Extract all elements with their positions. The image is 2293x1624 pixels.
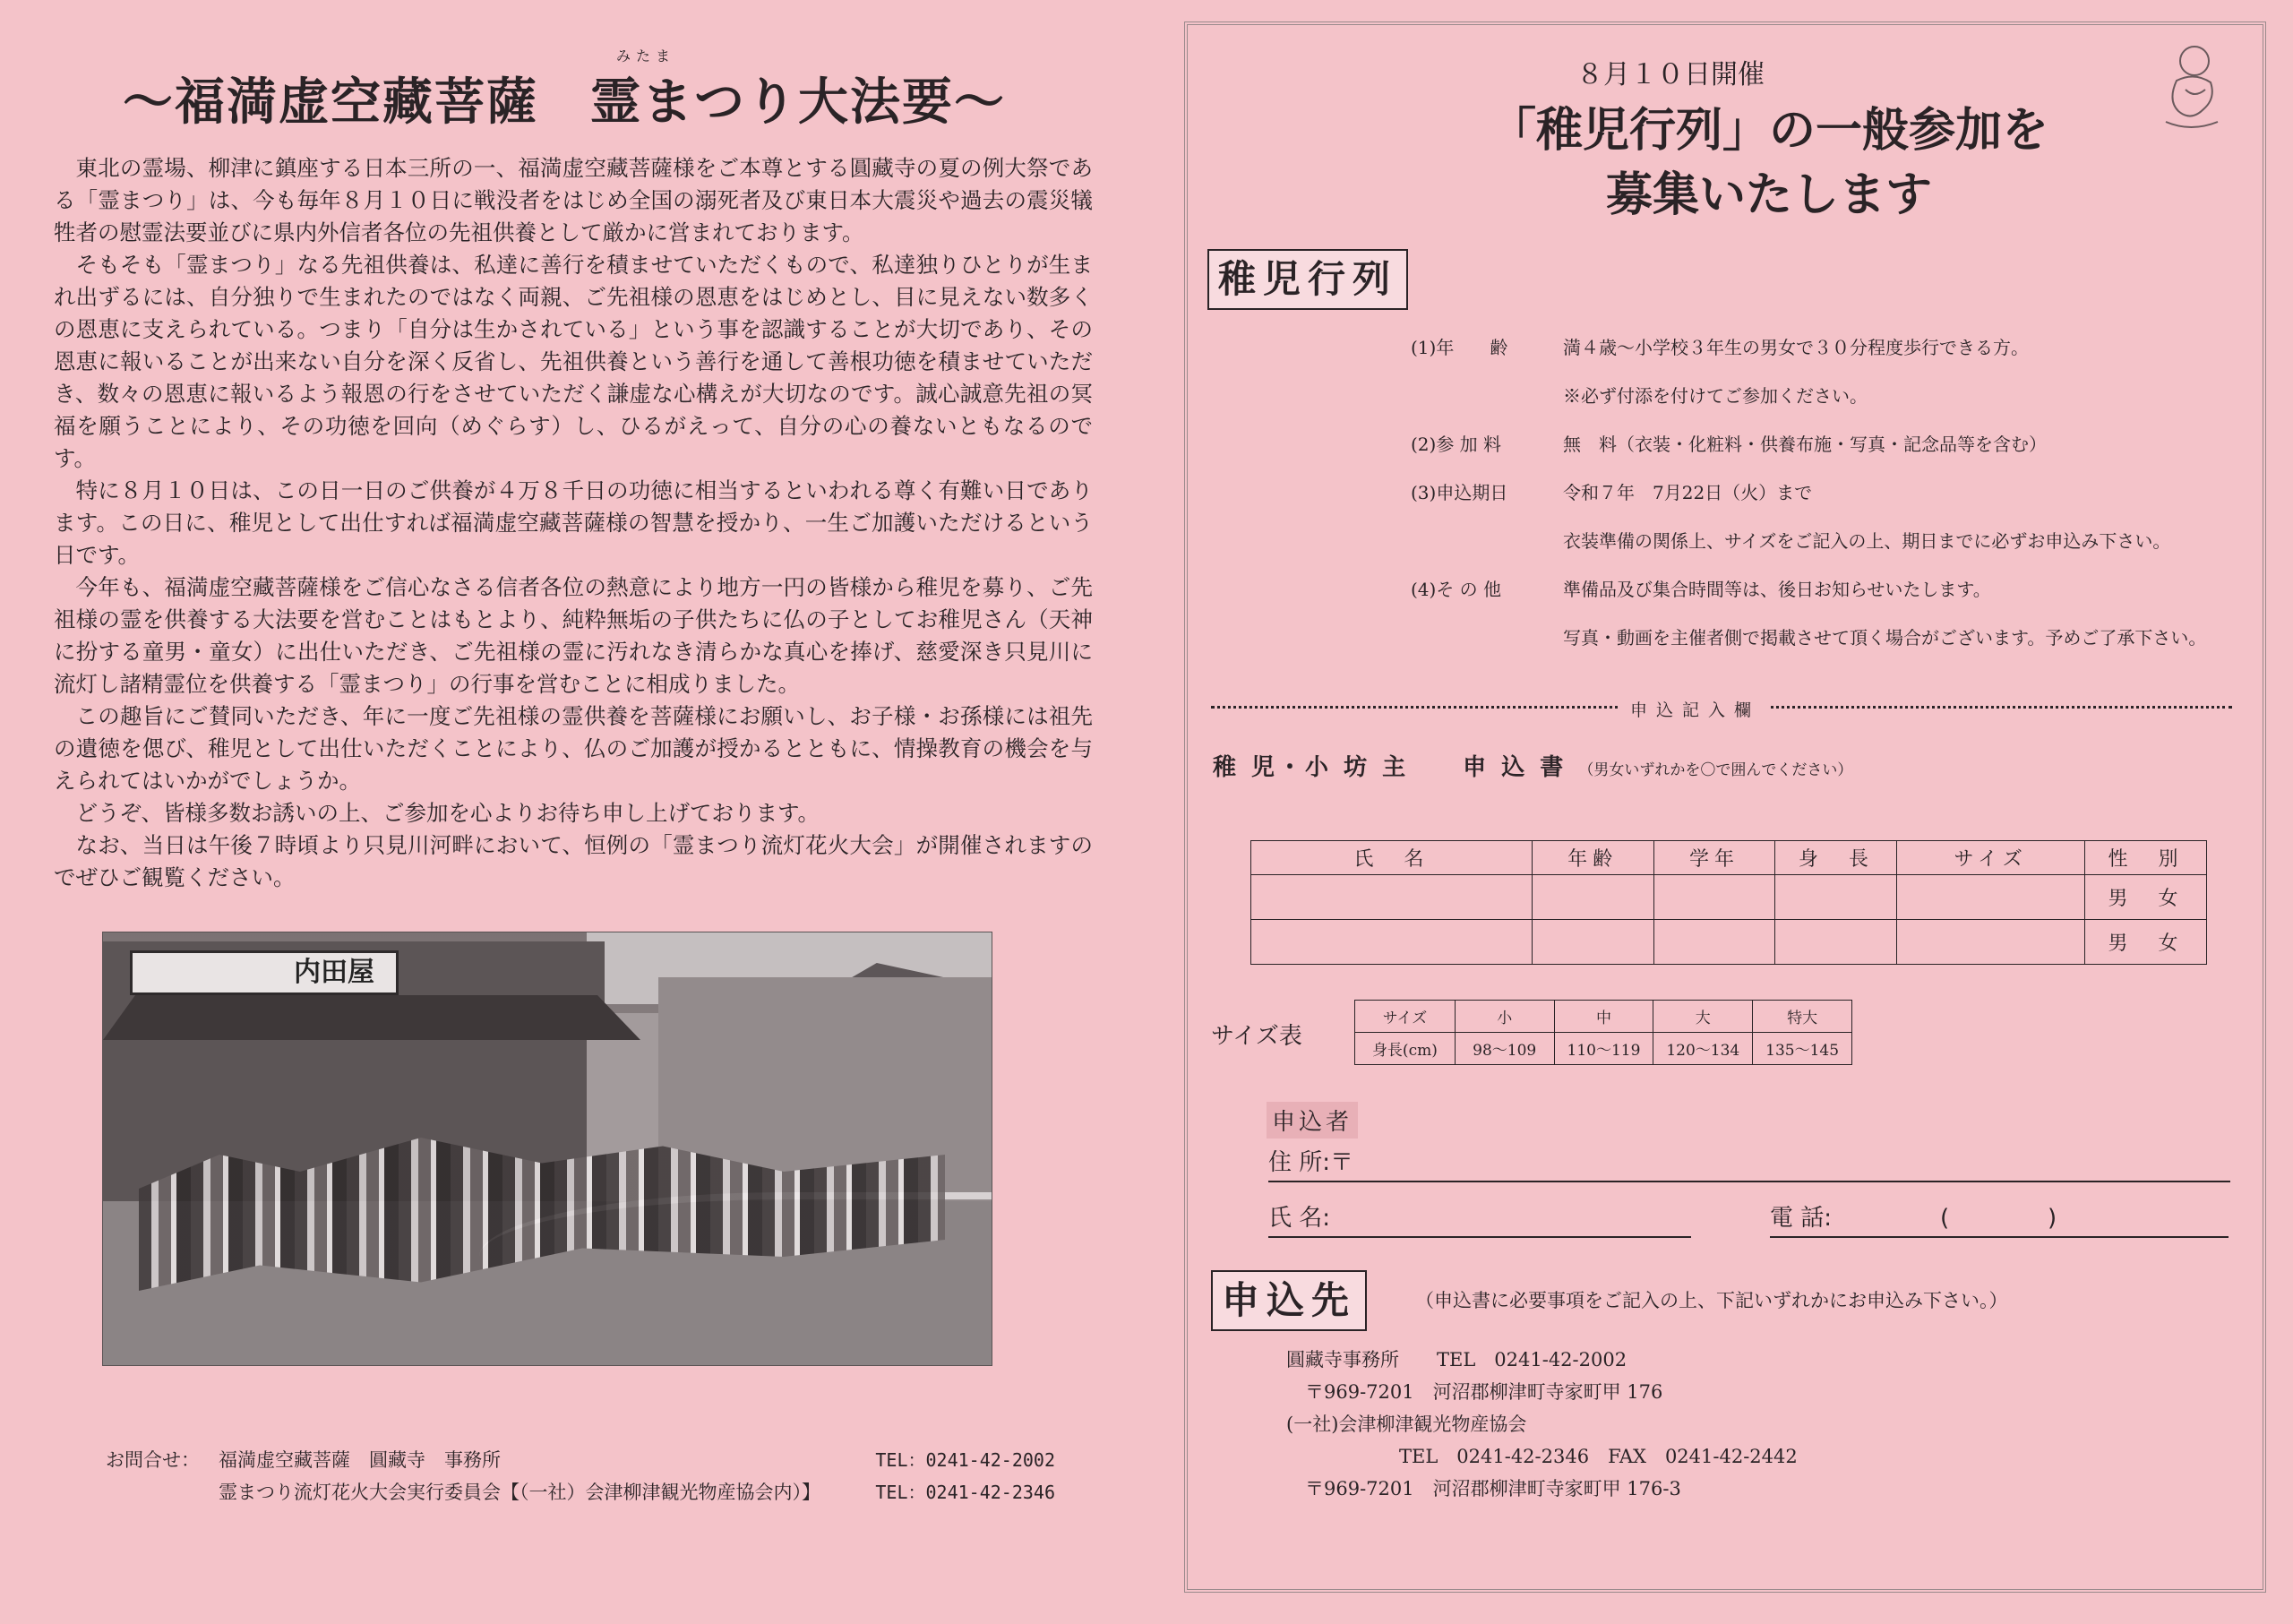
ornament-icon <box>2159 36 2223 134</box>
title-text: ～福満虚空藏菩薩 霊まつり大法要～ <box>123 73 1006 132</box>
list-item: (一社)会津柳津観光物産協会 <box>1286 1413 1527 1435</box>
list-item: (1)年 齢 満４歳～小学校３年生の男女で３０分程度歩行できる方。 <box>1411 337 2029 358</box>
list-item: 〒969-7201 河沼郡柳津町寺家町甲 176-3 <box>1286 1478 1681 1499</box>
contact-org-2: 霊まつり流灯花火大会実行委員会【（一社）会津柳津観光物産協会内）】 <box>219 1482 820 1503</box>
name-cell[interactable] <box>1251 920 1533 965</box>
applicant-label: 申込者 <box>1267 1102 1358 1139</box>
section-heading-destination: 申込先 <box>1211 1270 1367 1331</box>
name-field[interactable]: 氏 名: <box>1268 1200 1691 1238</box>
gender-cell[interactable]: 男 女 <box>2085 875 2207 920</box>
size-cell[interactable] <box>1897 875 2085 920</box>
header-age: 年齢 <box>1532 841 1653 875</box>
section-heading-procession: 稚児行列 <box>1207 249 1408 310</box>
intro-text <box>54 152 1093 894</box>
requirements-list <box>1411 333 2253 672</box>
form-title: 稚 児・小 坊 主 申 込 書 （男女いずれかを〇で囲んでください） <box>1213 754 1853 781</box>
left-page <box>54 47 1093 894</box>
shop-sign: 内田屋 <box>130 950 399 995</box>
phone-field[interactable]: 電 話: ( ) <box>1770 1200 2229 1238</box>
gender-cell[interactable]: 男 女 <box>2085 920 2207 965</box>
height-cell[interactable] <box>1775 875 1897 920</box>
height-cell[interactable] <box>1775 920 1897 965</box>
age-cell[interactable] <box>1532 875 1653 920</box>
paragraph: この趣旨にご賛同いただき、年に一度ご先祖様の霊供養を菩薩様にお願いし、お子様・お孫様には祖先の遺徳を偲び、稚児として出仕いただくことにより、仏のご加護が授かるとともに、情操教育の機会を与えられてはいかがでしょうか。 <box>54 703 1093 794</box>
headline-line-1: 「稚児行列」の一般参加を <box>1489 104 2048 158</box>
list-item: 〒969-7201 河沼郡柳津町寺家町甲 176 <box>1286 1381 1663 1403</box>
table-row <box>1251 875 2207 920</box>
list-item: 衣装準備の関係上、サイズをご記入の上、期日までに必ずお申込み下さい。 <box>1563 530 2171 552</box>
event-date: ８月１０日開催 <box>1576 59 1765 90</box>
contact-tel-1: TEL：0241-42-2002 <box>875 1449 1055 1471</box>
form-note: （男女いずれかを〇で囲んでください） <box>1578 761 1853 779</box>
contact-label: お問合せ： <box>106 1449 200 1471</box>
left-title <box>90 47 1039 134</box>
size-cell[interactable] <box>1897 920 2085 965</box>
name-cell[interactable] <box>1251 875 1533 920</box>
paragraph: なお、当日は午後７時頃より只見川河畔において、恒例の「霊まつり流灯花火大会」が開催されますのでぜひご観覧ください。 <box>54 832 1093 890</box>
list-item: (2)参 加 料 無 料（衣装・化粧料・供養布施・写真・記念品等を含む） <box>1411 434 2047 455</box>
registration-table <box>1250 840 2207 965</box>
list-item: (3)申込期日 令和７年 7月22日（火）まで <box>1411 482 1813 503</box>
table-row: 身長(cm) 98～109 110～119 120～134 135～145 <box>1355 1033 1852 1065</box>
festival-photo <box>102 932 992 1366</box>
list-item: 圓藏寺事務所 TEL 0241-42-2002 <box>1286 1349 1627 1371</box>
age-cell[interactable] <box>1532 920 1653 965</box>
destination-list <box>1286 1344 2092 1505</box>
header-size: サイズ <box>1897 841 2085 875</box>
entry-section-label: 申込記入欄 <box>1619 697 1771 721</box>
destination-note: （申込書に必要事項をご記入の上、下記いずれかにお申込み下さい。） <box>1415 1290 2008 1311</box>
grade-cell[interactable] <box>1653 920 1775 965</box>
table-header-row <box>1251 841 2207 875</box>
grade-cell[interactable] <box>1653 875 1775 920</box>
headline-line-2: 募集いたします <box>1605 168 1932 222</box>
contact-tel-2: TEL：0241-42-2346 <box>875 1482 1055 1503</box>
header-height: 身 長 <box>1775 841 1897 875</box>
list-item: 写真・動画を主催者側で掲載させて頂く場合がございます。予めご了承下さい。 <box>1563 627 2207 649</box>
header-name: 氏 名 <box>1251 841 1533 875</box>
paragraph: そもそも「霊まつり」なる先祖供養は、私達に善行を積ませていただくもので、私達独りひとりが生まれ出ずるには、自分独りで生まれたのではなく両親、ご先祖様の恩恵をはじめとし、目に見えない数多くの恩恵に支えられている。つまり「自分は生かされている」という事を認識することが大切であり、その恩恵に報いることが出来ない自分を深く反省し、先祖供養という善行を通して善根功徳を積ませていただき、数々の恩恵に報いるよう報恩の行をさせていただく謙虚な心構えが大切なのです。誠心誠意先祖の冥福を願うことにより、その功徳を回向（めぐらす）し、ひるがえって、自分の心の養ないともなるのです。 <box>54 252 1093 471</box>
list-item: TEL 0241-42-2346 FAX 0241-42-2442 <box>1286 1446 1798 1467</box>
title-ruby: みたま <box>616 47 676 64</box>
header-grade: 学年 <box>1653 841 1775 875</box>
contact-info <box>106 1444 1055 1508</box>
table-row <box>1251 920 2207 965</box>
address-field[interactable]: 住 所:〒 <box>1268 1145 2230 1182</box>
size-table <box>1354 1000 1852 1065</box>
paragraph: どうぞ、皆様多数お誘いの上、ご参加を心よりお待ち申し上げております。 <box>75 800 820 826</box>
list-item: ※必ず付添を付けてご参加ください。 <box>1563 385 1868 407</box>
paragraph: 東北の霊場、柳津に鎮座する日本三所の一、福満虚空藏菩薩様をご本尊とする圓藏寺の夏の例大祭である「霊まつり」は、今も毎年８月１０日に戦没者をはじめ全国の溺死者及び東日本大震災や過去の震災犠牲者の慰霊法要並びに県内外信者各位の先祖供養として厳かに営まれております。 <box>54 155 1093 245</box>
headline <box>1397 99 2141 228</box>
size-table-label: サイズ表 <box>1211 1023 1302 1050</box>
header-gender: 性 別 <box>2085 841 2207 875</box>
contact-org-1: 福満虚空藏菩薩 圓藏寺 事務所 <box>219 1449 501 1471</box>
paragraph: 特に８月１０日は、この日一日のご供養が４万８千日の功徳に相当するといわれる尊く有難い日であります。この日に、稚児として出仕すれば福満虚空藏菩薩様の智慧を授かり、一生ご加護いただけるという日です。 <box>54 477 1093 568</box>
paragraph: 今年も、福満虚空藏菩薩様をご信心なさる信者各位の熱意により地方一円の皆様から稚児を募り、ご先祖様の霊を供養する大法要を営むことはもとより、純粋無垢の子供たちに仏の子としてお稚児さん（天神に扮する童男・童女）に出仕いただき、ご先祖様の霊に汚れなき清らかな真心を捧げ、慈愛深き只見川に流灯し諸精霊位を供養する「霊まつり」の行事を営むことに相成りました。 <box>54 574 1093 697</box>
list-item: (4)そ の 他 準備品及び集合時間等は、後日お知らせいたします。 <box>1411 579 1991 600</box>
table-row: サイズ 小 中 大 特大 <box>1355 1001 1852 1033</box>
